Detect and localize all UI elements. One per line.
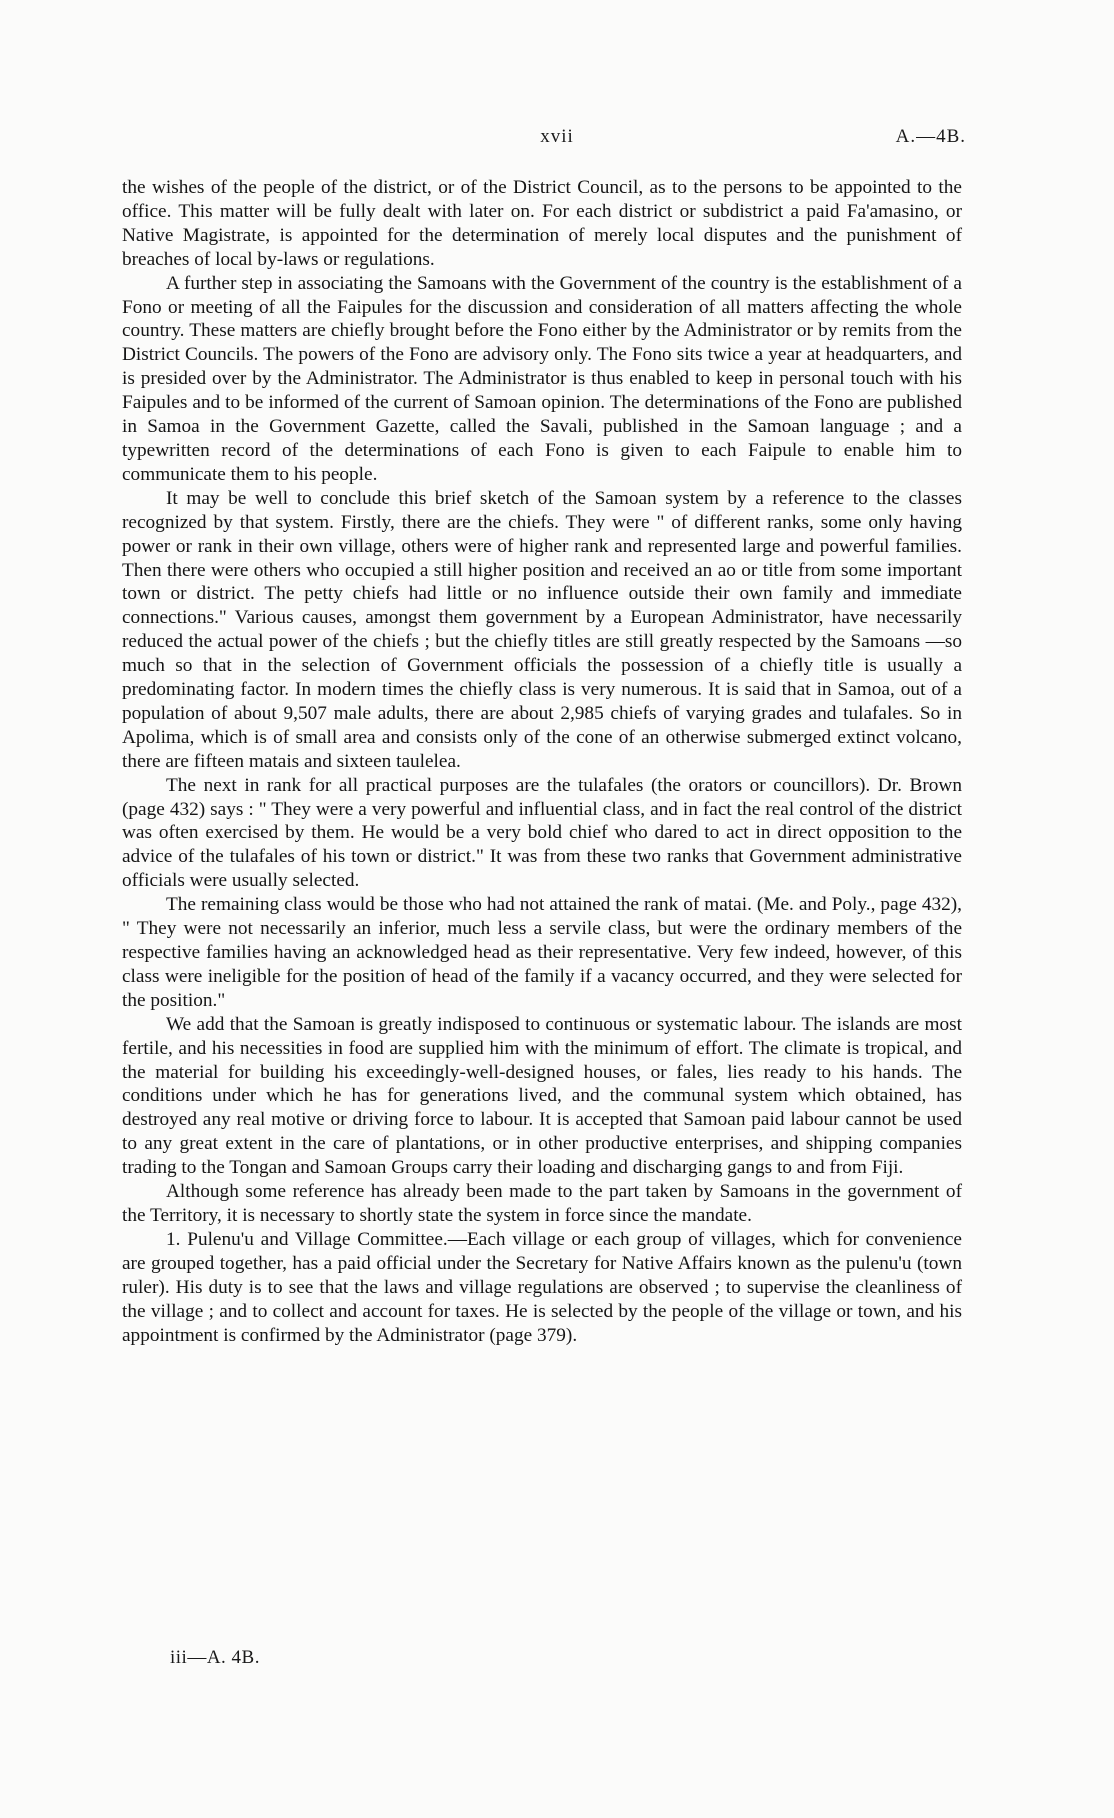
paragraph-fono: A further step in associating the Samoans with the Government of the country is the establishment of a Fono or meeting of all the Faipules for the discussion and consideration of all matters affecting the whole country. These matters are chiefly brought before the Fono either by the Administrator or by remits from the District Councils. The powers of the Fono are advisory only. The Fono sits twice a year at headquarters, and is presided over by the Administrator. The Administrator is thus enabled to keep in personal touch with his Faipules and to be informed of the current of Samoan opinion. The determinations of the Fono are published in Samoa in the Government Gazette, called the Savali, published in the Samoan language ; and a typewritten record of the determinations of each Fono is given to each Faipule to enable him to communicate them to his people. [122,272,962,485]
paragraph-government-system: Although some reference has already been made to the part taken by Samoans in the government of the Territory, it is necessary to shortly state the system in force since the mandate. [122,1181,962,1226]
page-number: xvii [540,126,574,147]
paragraph-labour: We add that the Samoan is greatly indisposed to continuous or systematic labour. The islands are most fertile, and his necessities in food are supplied him with the minimum of effort. The climate is tropical, and the material for building his exceedingly-well-designed houses, or fales, lies ready to his hands. The conditions under which he has for generations lived, and the communal system which obtained, has destroyed any real motive or driving force to labour. It is accepted that Samoan paid labour cannot be used to any great extent in the care of plantations, or in other productive enterprises, and shipping companies trading to the Tongan and Samoan Groups carry their loading and discharging gangs to and from Fiji. [122,1013,962,1179]
paragraph-classes-chiefs: It may be well to conclude this brief sketch of the Samoan system by a reference to the classes recognized by that system. Firstly, there are the chiefs. They were " of different ranks, some only having power or rank in their own village, others were of higher rank and represented large and powerful families. Then there were others who occupied a still higher position and received an ao or title from some important town or district. The petty chiefs had little or no influence outside their own family and immediate connections." Various causes, amongst them government by a European Administrator, have necessarily reduced the actual power of the chiefs ; but the chiefly titles are still greatly respected by the Samoans —so much so that in the selection of Government officials the possession of a chiefly title is usually a predominating factor. In modern times the chiefly class is very numerous. It is said that in Samoa, out of a population of about 9,507 male adults, there are about 2,985 chiefs of varying grades and tulafales. So in Apolima, which is of small area and consists only of the cone of an otherwise submerged extinct volcano, there are fifteen matais and sixteen taulelea. [122,487,962,772]
body-text [122,176,962,1347]
paragraph-tulafales: The next in rank for all practical purposes are the tulafales (the orators or councillors). Dr. Brown (page 432) says : " They were a very powerful and influential class, and in fact the real control of the district was often exercised by them. He would be a very bold chief who dared to act in direct opposition to the advice of the tulafales of his town or district." It was from these two ranks that Government administrative officials were usually selected. [122,774,962,892]
paragraph-continuation: the wishes of the people of the district, or of the District Council, as to the persons to be appointed to the office. This matter will be fully dealt with later on. For each district or subdistrict a paid Fa'amasino, or Native Magistrate, is appointed for the determination of merely local disputes and the punishment of breaches of local by-laws or regulations. [122,177,962,270]
page-header [0,126,1114,150]
report-code: A.—4B. [895,126,966,147]
paragraph-remaining-class: The remaining class would be those who had not attained the rank of matai. (Me. and Poly., page 432), " They were not necessarily an inferior, much less a servile class, but were the ordinary members of the respective families having an acknowledged head as their representative. Very few indeed, however, of this class were ineligible for the position of head of the family if a vacancy occurred, and they were selected for the position." [122,894,962,1011]
signature-mark: iii—A. 4B. [170,1647,260,1668]
paragraph-pulenuu: 1. Pulenu'u and Village Committee.—Each village or each group of villages, which for convenience are grouped together, has a paid official under the Secretary for Native Affairs known as the pulenu'u (town ruler). His duty is to see that the laws and village regulations are observed ; to supervise the cleanliness of the village ; and to collect and account for taxes. He is selected by the people of the village or town, and his appointment is confirmed by the Administrator (page 379). [122,1228,962,1346]
